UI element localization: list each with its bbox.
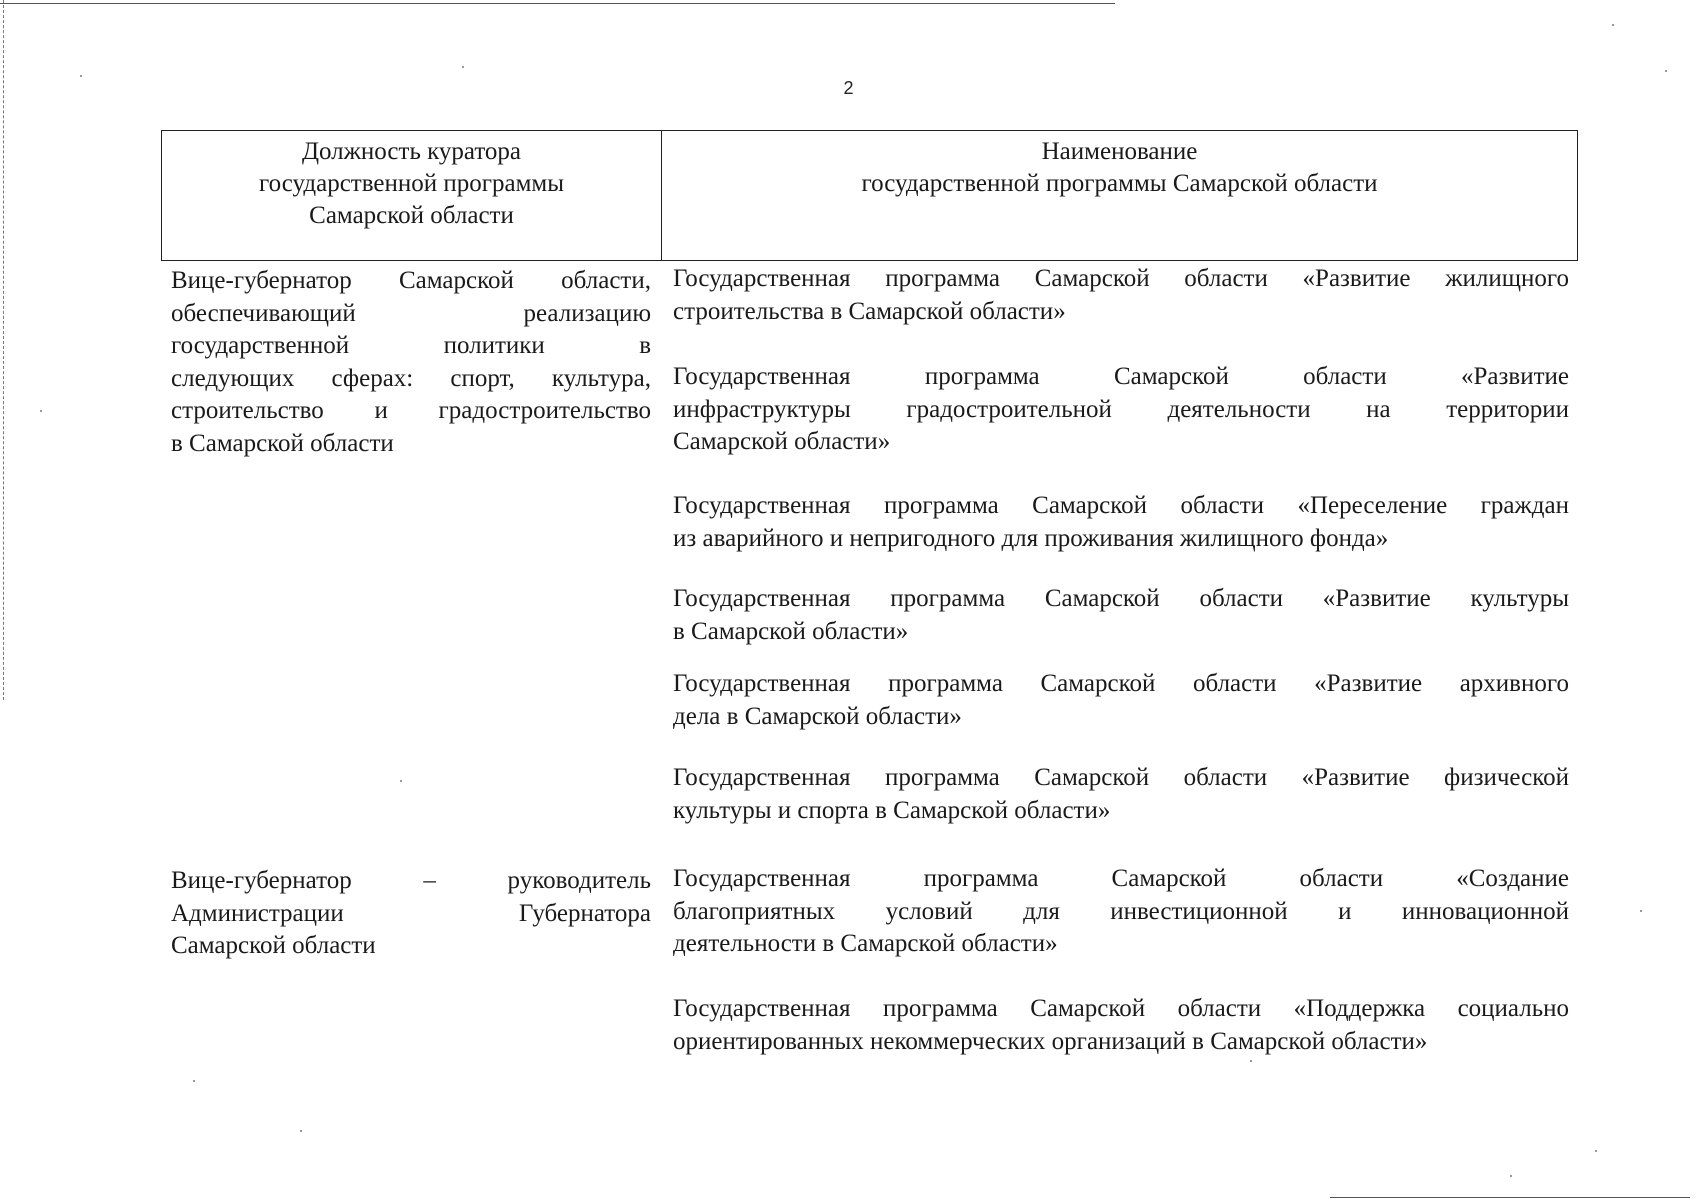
program-item [673, 490, 1569, 555]
table-header [161, 130, 1578, 261]
header-curator-position [162, 131, 662, 260]
page-number: 2 [843, 78, 854, 98]
header-text-line: государственной программы Самарской области [861, 170, 1378, 197]
curator-position [171, 265, 651, 460]
program-text-line: из аварийного и непригодного для проживания жилищного фонда» [673, 524, 1389, 552]
program-item [673, 361, 1569, 459]
scan-speck [1640, 910, 1642, 912]
scan-speck [1595, 1150, 1597, 1152]
header-text-line: Должность куратора [301, 138, 522, 165]
scan-speck [80, 75, 82, 77]
curator-position [171, 865, 651, 963]
scan-edge-bottom [1330, 1197, 1690, 1198]
scan-speck [193, 1080, 195, 1082]
scan-speck [1250, 1060, 1252, 1062]
program-item [673, 668, 1569, 733]
program-text-line: Государственная программа Самарской области «Развитие архивного [673, 670, 1569, 697]
curator-text-line: государственной политики в [171, 332, 651, 359]
header-text-line: Наименование [1041, 138, 1198, 165]
curator-text-line: Вице-губернатор Самарской области, [171, 267, 651, 294]
program-text-line: благоприятных условий для инвестиционной и инновационной [673, 897, 1569, 925]
curator-text-line: Вице-губернатор – руководитель [171, 867, 651, 894]
curator-text-line: Самарской области [171, 932, 376, 959]
scan-speck [400, 780, 402, 782]
scan-speck [300, 1130, 302, 1132]
curator-text-line: Администрации Губернатора [171, 899, 651, 927]
program-text-line: ориентированных некоммерческих организаций в Самарской области» [673, 1027, 1428, 1055]
header-text-line: государственной программы [258, 170, 565, 197]
header-program-name [662, 131, 1577, 260]
program-text-line: Государственная программа Самарской области «Поддержка социально [673, 995, 1569, 1022]
program-text-line: деятельности в Самарской области» [673, 930, 1058, 957]
curator-text-line: обеспечивающий реализацию [171, 299, 651, 327]
table-row [171, 865, 1569, 1055]
scan-speck [1612, 24, 1614, 26]
program-text-line: в Самарской области» [673, 617, 909, 645]
scan-speck [462, 66, 464, 68]
program-text-line: культуры и спорта в Самарской области» [673, 796, 1111, 824]
program-text-line: Государственная программа Самарской области «Развитие культуры [673, 585, 1569, 612]
program-item [673, 863, 1569, 961]
scan-speck [1510, 1175, 1512, 1177]
program-text-line: Государственная программа Самарской области «Развитие жилищного [673, 265, 1569, 292]
header-text-line: Самарской области [309, 202, 514, 229]
program-text-line: Государственная программа Самарской области «Переселение граждан [673, 492, 1569, 519]
program-item [673, 762, 1569, 827]
program-item [673, 263, 1569, 328]
program-text-line: дела в Самарской области» [673, 702, 962, 730]
program-text-line: строительства в Самарской области» [673, 297, 1066, 325]
curator-text-line: в Самарской области [171, 429, 394, 457]
curator-text-line: строительство и градостроительство [171, 397, 651, 424]
program-text-line: Государственная программа Самарской области «Создание [673, 865, 1569, 892]
curator-text-line: следующих сферах: спорт, культура, [171, 364, 651, 392]
scan-edge-left [3, 0, 5, 700]
table-row [171, 265, 1569, 824]
program-text-line: Государственная программа Самарской области «Развитие [673, 363, 1569, 390]
scan-speck [40, 410, 42, 412]
program-text-line: Самарской области» [673, 428, 891, 455]
program-text-line: инфраструктуры градостроительной деятельности на территории [673, 395, 1569, 423]
scan-edge-top [0, 3, 1115, 4]
program-item [673, 993, 1569, 1058]
scan-speck [1665, 70, 1667, 72]
program-item [673, 583, 1569, 648]
program-text-line: Государственная программа Самарской области «Развитие физической [673, 764, 1569, 791]
